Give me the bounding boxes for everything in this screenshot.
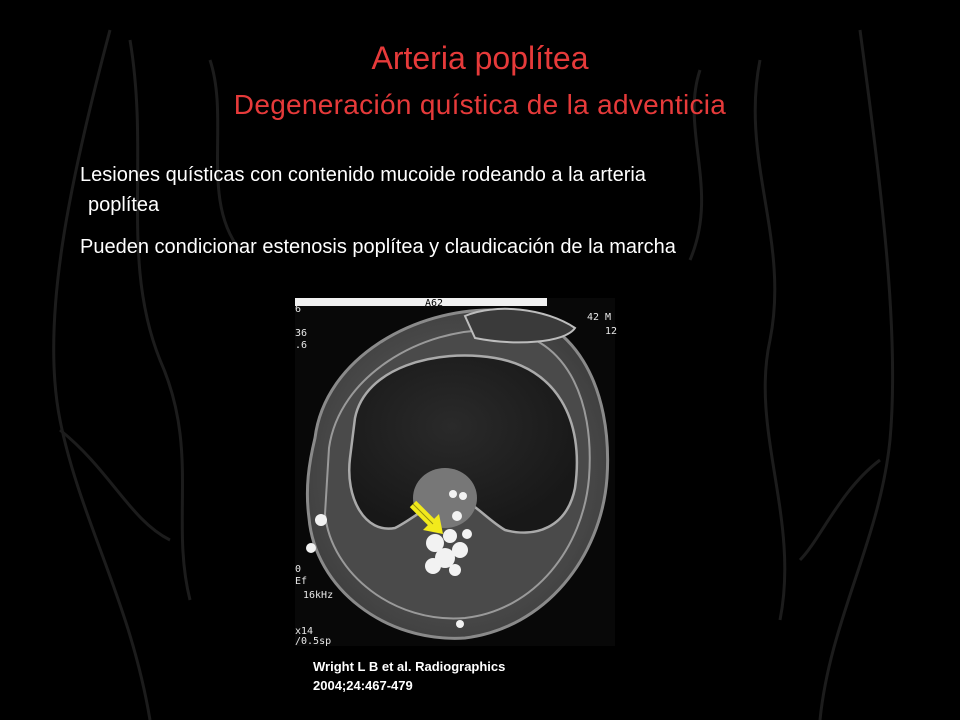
mri-overlay-label: 12 <box>605 326 618 337</box>
mri-image <box>295 298 618 647</box>
mri-overlay-label: 16kHz <box>303 590 334 601</box>
mri-overlay-label: .6 <box>295 340 308 351</box>
mri-overlay-label: 36 <box>295 328 308 339</box>
citation <box>313 657 505 695</box>
mri-overlay-label: Ef <box>295 576 308 587</box>
mri-overlay-label: /0.5sp <box>295 636 332 647</box>
bullet-text-continuation: poplítea <box>88 194 160 216</box>
bullet-text: Pueden condicionar estenosis poplítea y claudicación de la marcha <box>80 236 676 258</box>
slide-subtitle: Degeneración quística de la adventicia <box>233 89 727 120</box>
citation-line: Wright L B et al. Radiographics <box>313 659 506 674</box>
mri-overlay-label: 6 <box>295 304 302 315</box>
mri-overlay-label: x14 <box>295 626 314 637</box>
mri-overlay-label: 0 <box>295 564 302 575</box>
slide-title: Arteria poplítea <box>371 40 589 76</box>
mri-overlay-label: 42 M <box>587 312 612 323</box>
citation-line: 2004;24:467-479 <box>313 678 413 693</box>
bullet-text: Lesiones quísticas con contenido mucoide rodeando a la arteria <box>80 164 646 186</box>
mri-scan-graphic <box>295 298 618 646</box>
mri-overlay-label: A62 <box>425 298 444 309</box>
